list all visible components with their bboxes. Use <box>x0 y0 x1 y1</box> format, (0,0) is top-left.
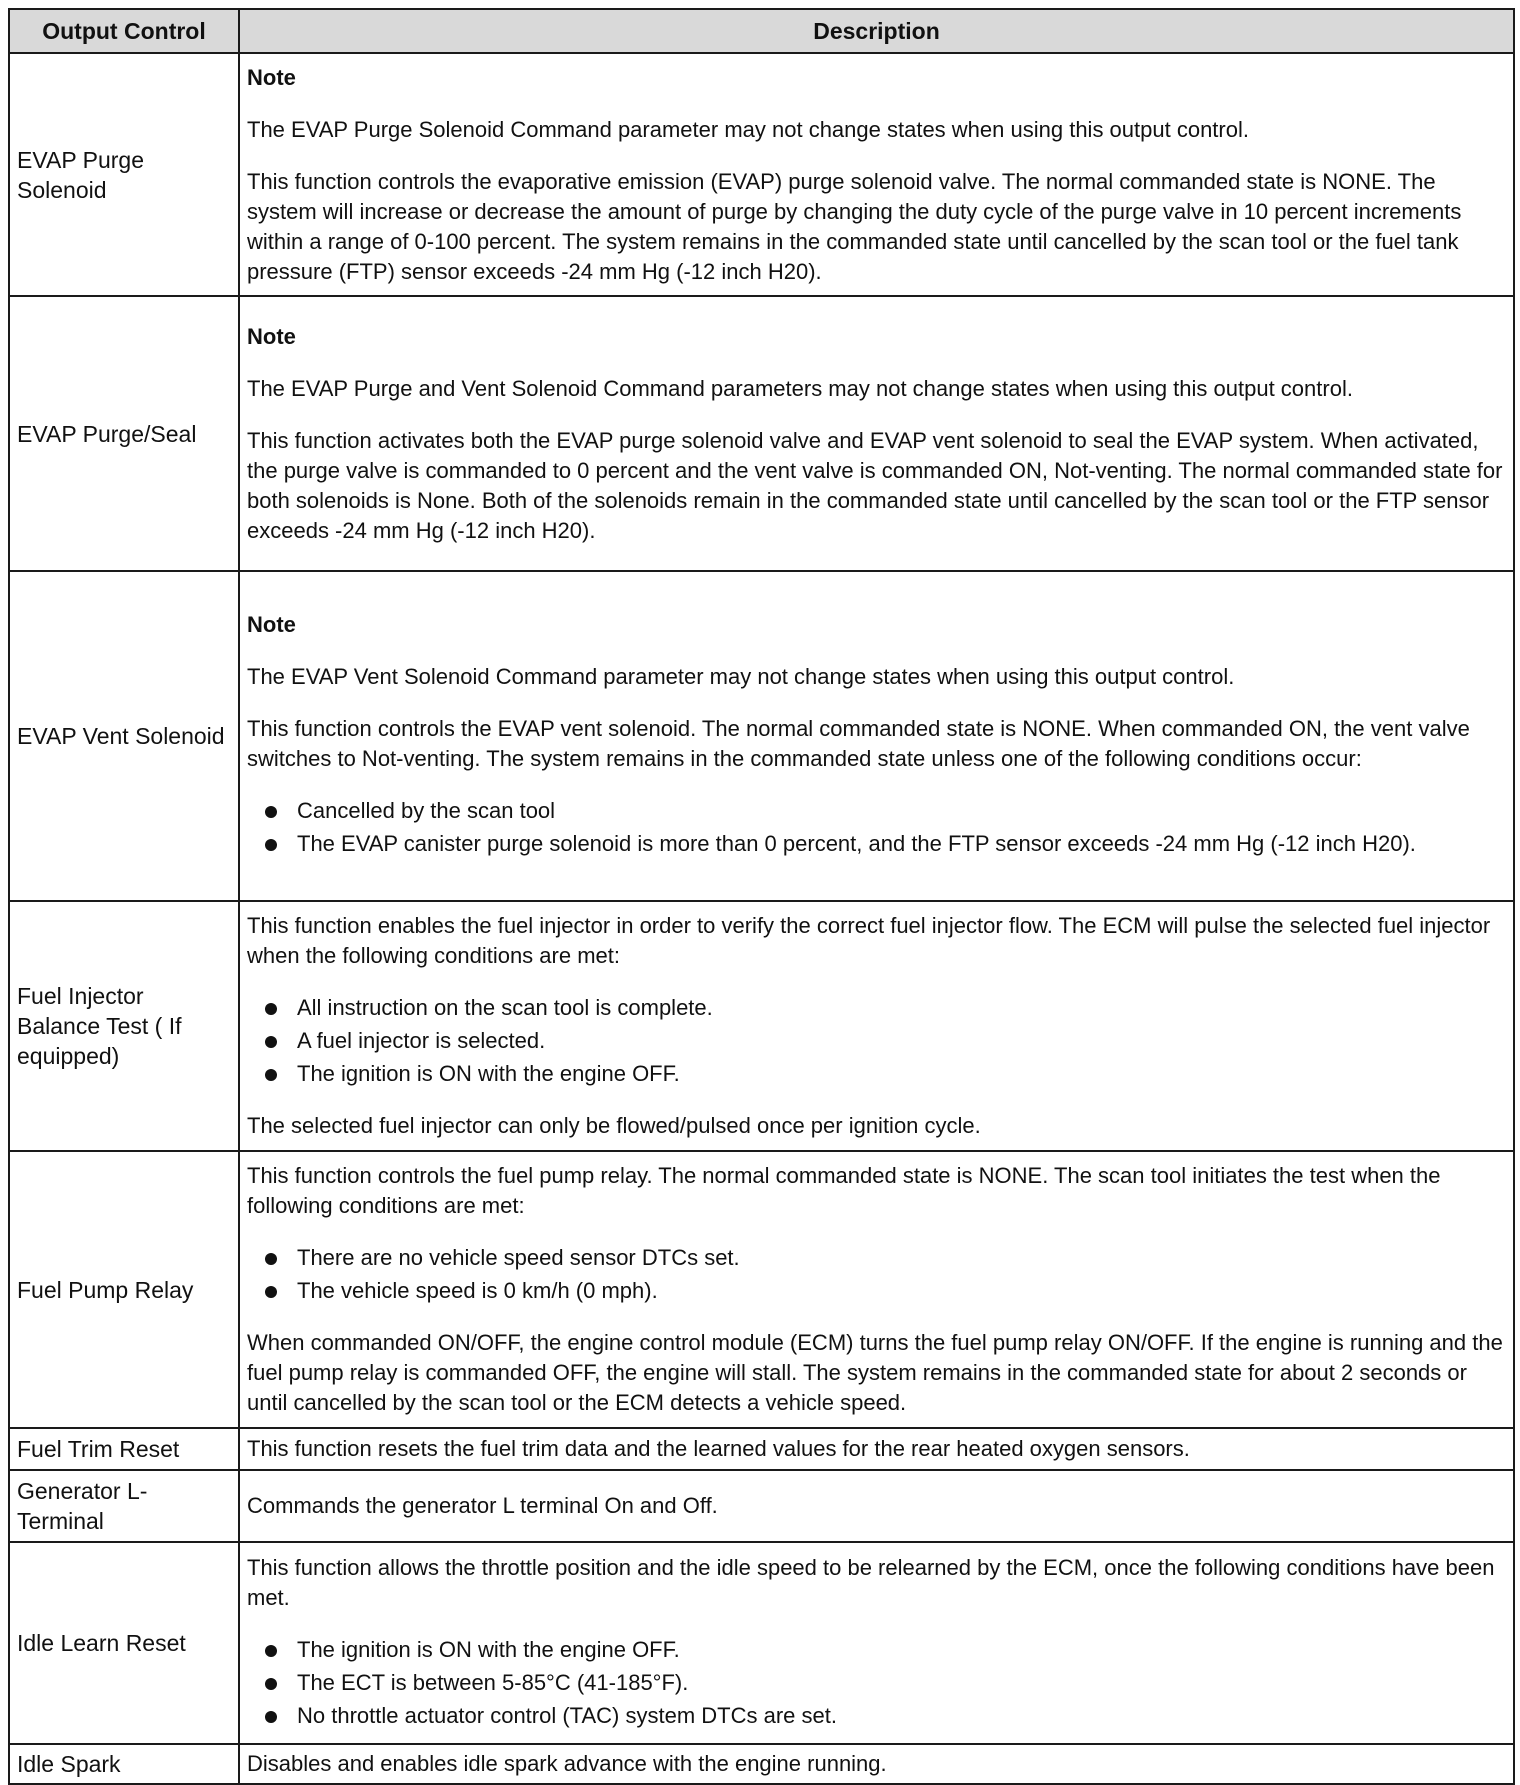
output-control-name: Idle Spark <box>9 1744 239 1784</box>
table-row <box>9 53 1514 296</box>
description-text: This function activates both the EVAP purge solenoid valve and EVAP vent solenoid to seal the EVAP system. When activated, the purge valve is commanded to 0 percent and the vent valve is commanded ON, Not-venting. The normal commanded state for both solenoids is None. Both of the solenoids remain in the commanded state until cancelled by the scan tool or the FTP sensor exceeds -24 mm Hg (-12 inch H20). <box>247 427 1503 543</box>
list-item-text: There are no vehicle speed sensor DTCs set. <box>297 1245 740 1270</box>
description-cell <box>239 901 1514 1151</box>
list-item <box>265 796 1506 826</box>
list-item <box>265 1243 1506 1273</box>
list-item-text: No throttle actuator control (TAC) system DTCs are set. <box>297 1702 837 1728</box>
note-label: Note <box>247 64 296 90</box>
bullet-icon <box>265 1645 277 1657</box>
list-item-text: The ECT is between 5-85°C (41-185°F). <box>297 1669 689 1695</box>
description-text: This function controls the EVAP vent solenoid. The normal commanded state is NONE. When commanded ON, the vent valve switches to Not-venting. The system remains in the commanded state unless one of the following conditions occur: <box>247 716 1470 771</box>
note-text: The EVAP Purge and Vent Solenoid Command parameters may not change states when using this output control. <box>247 375 1353 401</box>
condition-list <box>247 993 1506 1089</box>
bullet-icon <box>265 1253 277 1265</box>
output-control-name: Fuel Injector Balance Test ( If equipped) <box>9 901 239 1151</box>
bullet-icon <box>265 1286 277 1298</box>
description-text-footer: The selected fuel injector can only be flowed/pulsed once per ignition cycle. <box>247 1113 981 1138</box>
list-item <box>265 1701 1506 1731</box>
description-text: This function enables the fuel injector in order to verify the correct fuel injector flow. The ECM will pulse the selected fuel injector when the following conditions are met: <box>247 913 1491 968</box>
note-text: The EVAP Vent Solenoid Command parameter may not change states when using this output control. <box>247 664 1235 689</box>
list-item <box>265 1059 1506 1089</box>
condition-list <box>247 1635 1506 1731</box>
condition-list <box>247 1243 1506 1306</box>
list-item-text: The ignition is ON with the engine OFF. <box>297 1061 680 1086</box>
note-text: The EVAP Purge Solenoid Command parameter may not change states when using this output control. <box>247 116 1249 142</box>
list-item <box>265 993 1506 1023</box>
description-cell <box>239 571 1514 901</box>
header-output-control: Output Control <box>9 9 239 53</box>
bullet-icon <box>265 1069 277 1081</box>
list-item-text: The vehicle speed is 0 km/h (0 mph). <box>297 1278 658 1303</box>
table-header-row <box>9 9 1514 53</box>
bullet-icon <box>265 1678 277 1690</box>
list-item <box>265 829 1506 859</box>
list-item <box>265 1635 1506 1665</box>
list-item-text: All instruction on the scan tool is complete. <box>297 995 713 1020</box>
description-cell <box>239 1470 1514 1542</box>
description-cell <box>239 1542 1514 1744</box>
description-cell <box>239 1151 1514 1428</box>
description-text-footer: When commanded ON/OFF, the engine control module (ECM) turns the fuel pump relay ON/OFF. If the engine is running and the fuel pump relay is commanded OFF, the engine will stall. The system remains in the commanded state for about 2 seconds or until cancelled by the scan tool or the ECM detects a vehicle speed. <box>247 1330 1503 1415</box>
list-item <box>265 1276 1506 1306</box>
description-cell <box>239 1428 1514 1470</box>
output-control-table <box>8 8 1515 1785</box>
table-row <box>9 901 1514 1151</box>
header-description: Description <box>239 9 1514 53</box>
table-row <box>9 296 1514 571</box>
table-row <box>9 1428 1514 1470</box>
description-text: This function controls the fuel pump relay. The normal commanded state is NONE. The scan tool initiates the test when the following conditions are met: <box>247 1163 1441 1218</box>
output-control-name: Fuel Trim Reset <box>9 1428 239 1470</box>
table-row <box>9 1151 1514 1428</box>
description-text: Disables and enables idle spark advance with the engine running. <box>247 1751 887 1776</box>
bullet-icon <box>265 1711 277 1723</box>
description-text: This function controls the evaporative emission (EVAP) purge solenoid valve. The normal commanded state is NONE. The system will increase or decrease the amount of purge by changing the duty cycle of the purge valve in 10 percent increments within a range of 0-100 percent. The system remains in the commanded state until cancelled by the scan tool or the fuel tank pressure (FTP) sensor exceeds -24 mm Hg (-12 inch H20). <box>247 168 1462 284</box>
condition-list <box>247 796 1506 859</box>
description-text: This function resets the fuel trim data and the learned values for the rear heated oxygen sensors. <box>247 1436 1190 1461</box>
output-control-name: Fuel Pump Relay <box>9 1151 239 1428</box>
description-text: Commands the generator L terminal On and Off. <box>247 1493 718 1518</box>
output-control-name: Idle Learn Reset <box>9 1542 239 1744</box>
bullet-icon <box>265 806 277 818</box>
table-row <box>9 1470 1514 1542</box>
list-item-text: The EVAP canister purge solenoid is more than 0 percent, and the FTP sensor exceeds -24 mm Hg (-12 inch H20). <box>297 831 1416 856</box>
bullet-icon <box>265 839 277 851</box>
description-cell <box>239 296 1514 571</box>
list-item-text: Cancelled by the scan tool <box>297 798 556 823</box>
list-item <box>265 1668 1506 1698</box>
description-text: This function allows the throttle position and the idle speed to be relearned by the ECM, once the following conditions have been met. <box>247 1554 1495 1610</box>
table-row <box>9 571 1514 901</box>
table-row <box>9 1542 1514 1744</box>
list-item-text: The ignition is ON with the engine OFF. <box>297 1636 680 1662</box>
bullet-icon <box>265 1036 277 1048</box>
note-label: Note <box>247 612 296 637</box>
description-cell <box>239 1744 1514 1784</box>
list-item <box>265 1026 1506 1056</box>
output-control-name: EVAP Purge/Seal <box>9 296 239 571</box>
bullet-icon <box>265 1003 277 1015</box>
output-control-name: EVAP Purge Solenoid <box>9 53 239 296</box>
note-label: Note <box>247 323 296 349</box>
output-control-name: Generator L-Terminal <box>9 1470 239 1542</box>
output-control-name: EVAP Vent Solenoid <box>9 571 239 901</box>
list-item-text: A fuel injector is selected. <box>297 1028 546 1053</box>
description-cell <box>239 53 1514 296</box>
table-row <box>9 1744 1514 1784</box>
